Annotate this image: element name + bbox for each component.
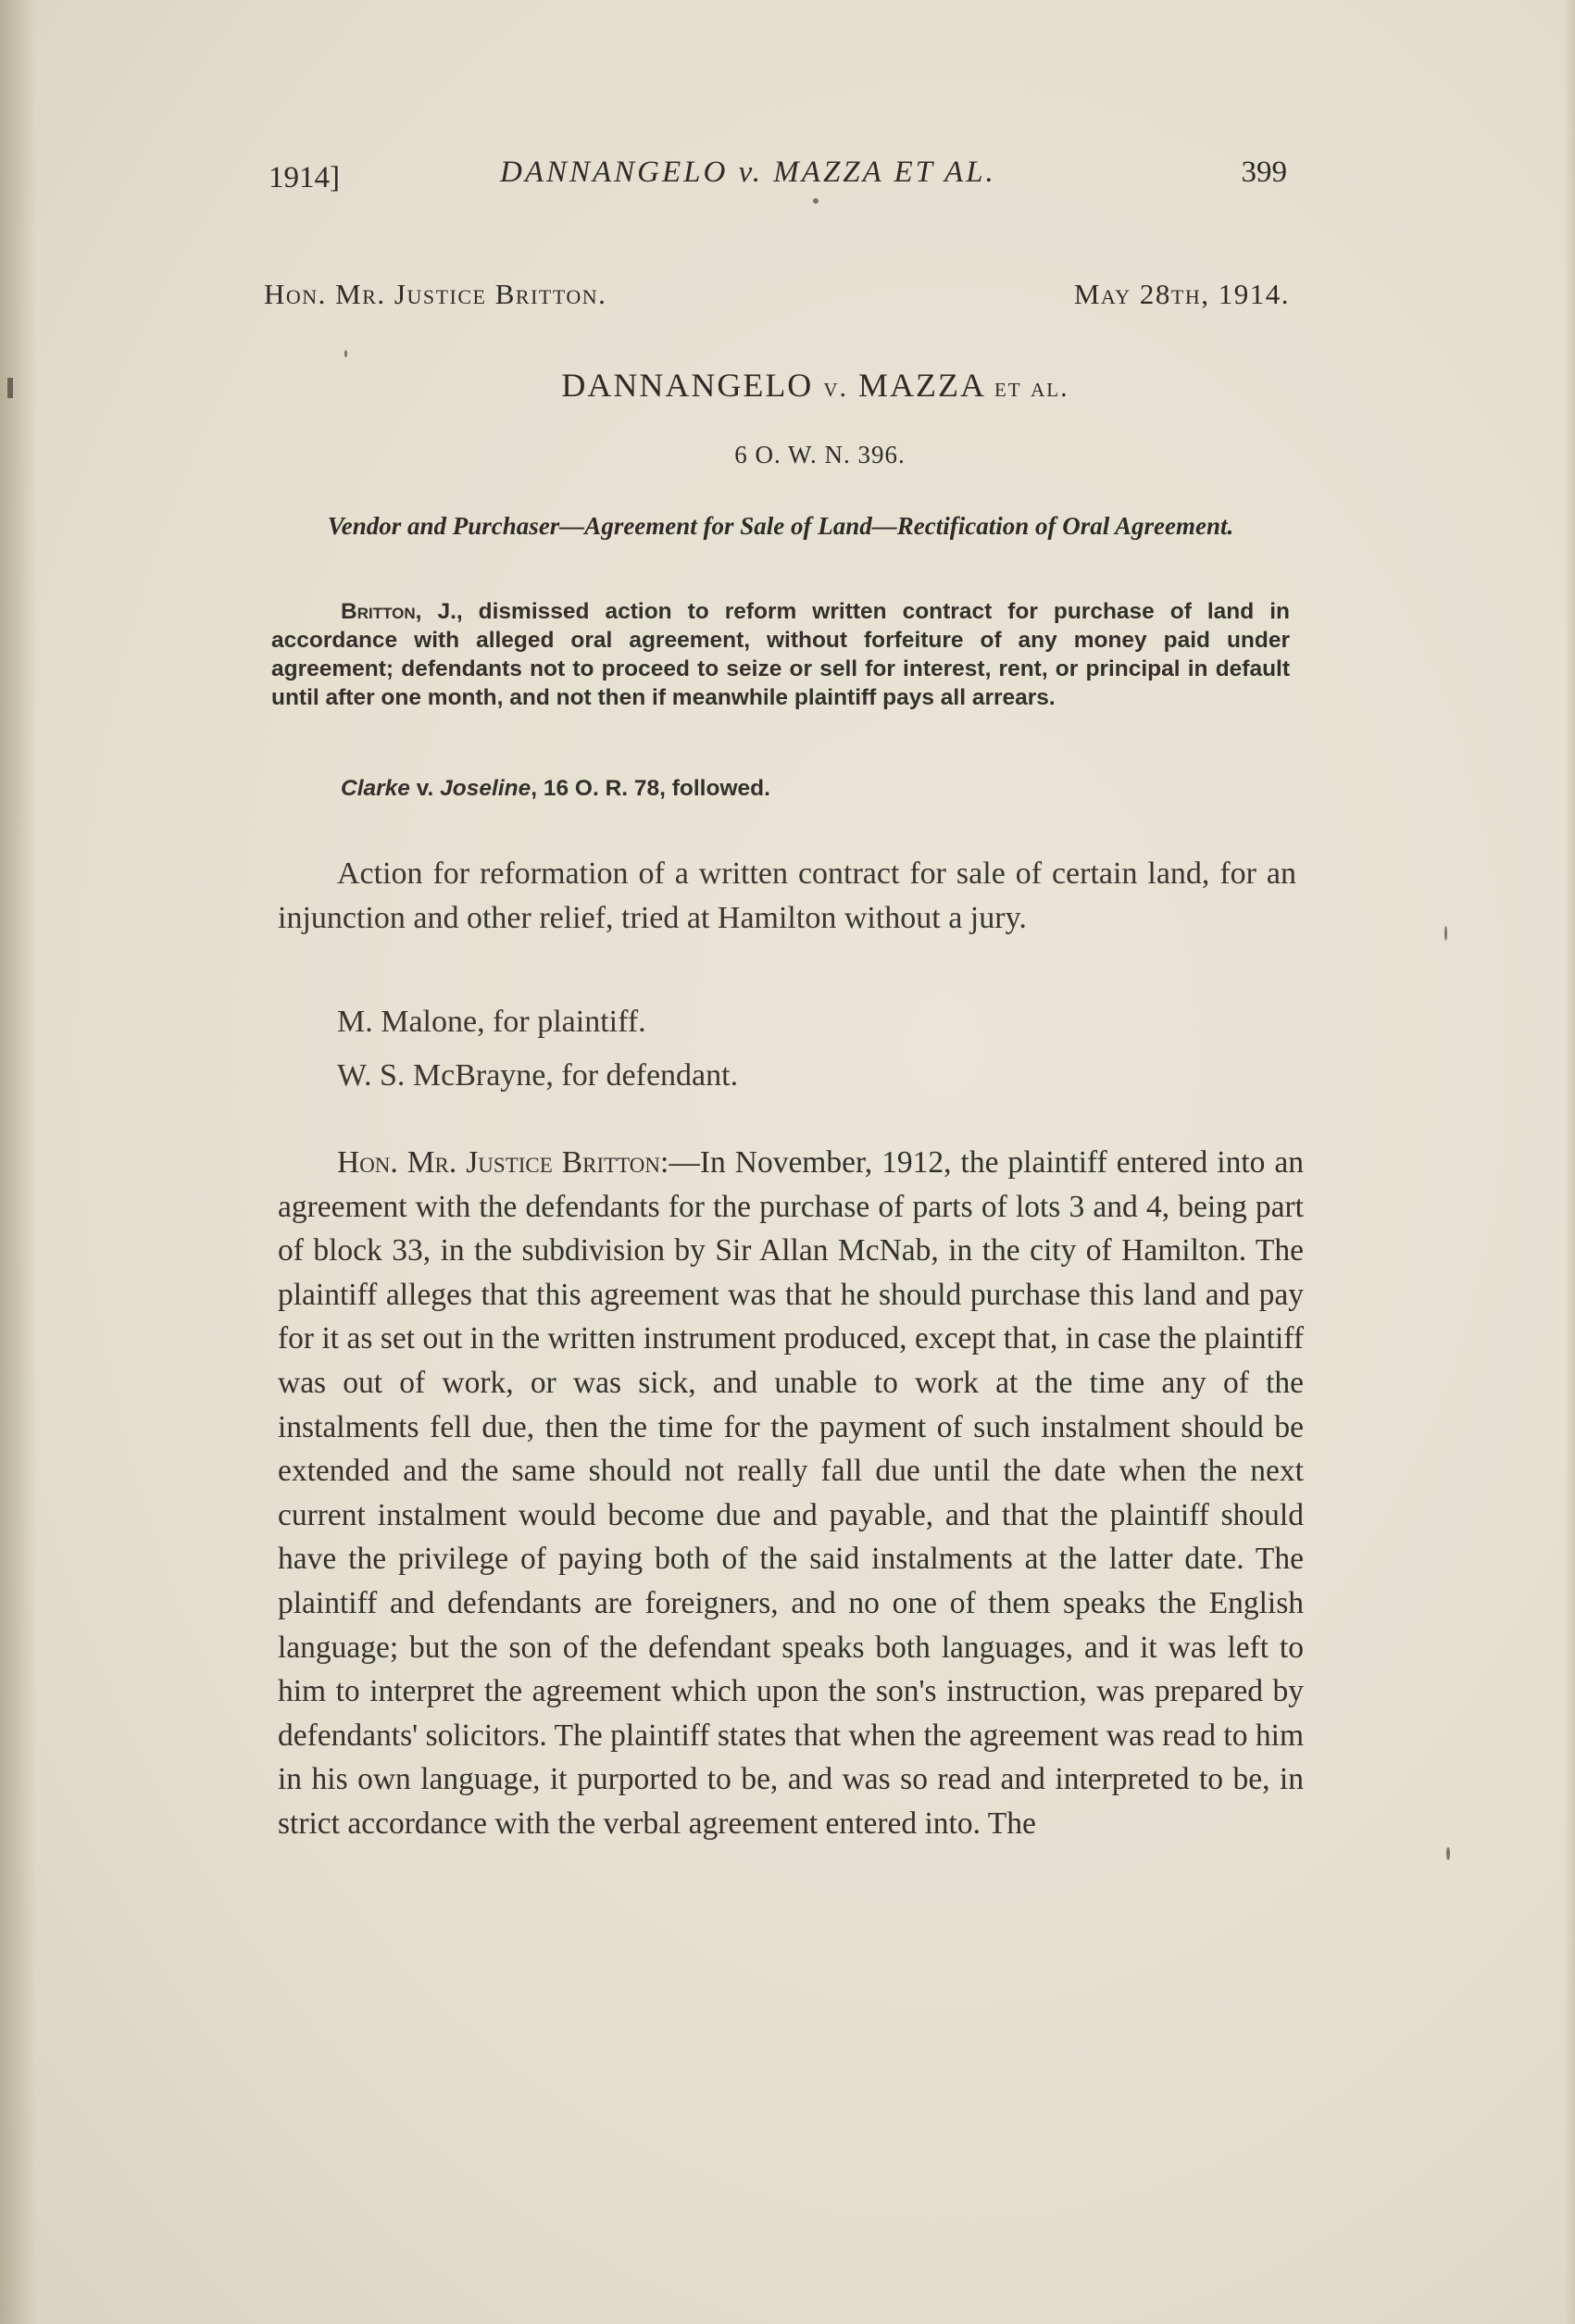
followed-case-name-2: Joseline (440, 776, 531, 801)
header-running-title: DANNANGELO v. MAZZA ET AL. (500, 156, 996, 189)
judgment-text: :—In November, 1912, the plaintiff entered into an agreement with the defendants for the purchase of parts of lots 3 and 4, being part of block 33, in the subdivision by Sir Allan McNab, in the city of Hamilton. The plaintiff alleges that this agreement was that he should purchase this land and pay for it as set out in the written instrument produced, except that, in case the plaintiff was out of work, or was sick, and unable to work at the time any of the instalments fell due, then the time for the payment of such instalment should be extended and the same should not really fall due until the date when the next current instalment would become due and payable, and that the plaintiff should have the privilege of paying both of the said instalments at the latter date. The plaintiff and defendants are foreigners, and no one of them speaks the English language; but the son of the defendant speaks both languages, and it was left to him to interpret the agreement which upon the son's instruction, was prepared by defendants' solicitors. The plaintiff states that when the agreement was read to him in his own language, it purported to be, and was so read and interpreted to be, in strict accordance with the verbal agreement entered into. The (278, 1145, 1304, 1841)
et-al: et al. (994, 372, 1069, 403)
margin-mark (7, 378, 13, 398)
judgment-opening: Hon. Mr. Justice Britton (337, 1145, 661, 1180)
action-paragraph: Action for reformation of a written contract for sale of certain land, for an injunction and other relief, tried at Hamilton without a jury. (278, 856, 1296, 935)
followed-case-name: Clarke (341, 776, 410, 801)
followed-versus: v. (416, 776, 434, 801)
followed-citation (341, 776, 1267, 802)
versus: v. (823, 372, 848, 403)
decision-date: May 28th, 1914. (1073, 278, 1290, 310)
running-header (269, 156, 1287, 202)
headnote-title: Vendor and Purchaser—Agreement for Sale of Land—Rectification of Oral Agreement. (327, 512, 1234, 540)
syllabus (271, 597, 1290, 712)
paper-speck (1444, 926, 1447, 941)
report-citation: 6 O. W. N. 396. (734, 441, 906, 469)
paper-speck (813, 198, 819, 204)
header-year: 1914] (269, 161, 340, 194)
counsel-defendant: W. S. McBrayne, for defendant. (337, 1058, 739, 1093)
binding-shadow (0, 0, 37, 2324)
counsel-plaintiff: M. Malone, for plaintiff. (337, 1005, 646, 1039)
followed-rest: , 16 O. R. 78, followed. (531, 776, 770, 801)
syllabus-text: , J., dismissed action to reform written contract for purchase of land in accordance with alleged oral agreement, without forfeiture of any money paid under agreement; defendants not to proceed to seize or sell for interest, rent, or principal in default until after one month, and not then if meanwhile plaintiff pays all arrears. (271, 599, 1290, 710)
judge-name: Hon. Mr. Justice Britton. (264, 278, 607, 310)
defendant-name: MAZZA (857, 367, 984, 404)
plaintiff-name: DANNANGELO (561, 367, 814, 404)
paper-speck (1446, 1847, 1450, 1860)
paper-speck (344, 350, 347, 357)
case-title (0, 366, 1575, 405)
page-edge (1564, 0, 1575, 2324)
syllabus-judge: Britton (341, 599, 416, 624)
page-number: 399 (1241, 156, 1287, 189)
judgment-paragraph (278, 1141, 1304, 1846)
